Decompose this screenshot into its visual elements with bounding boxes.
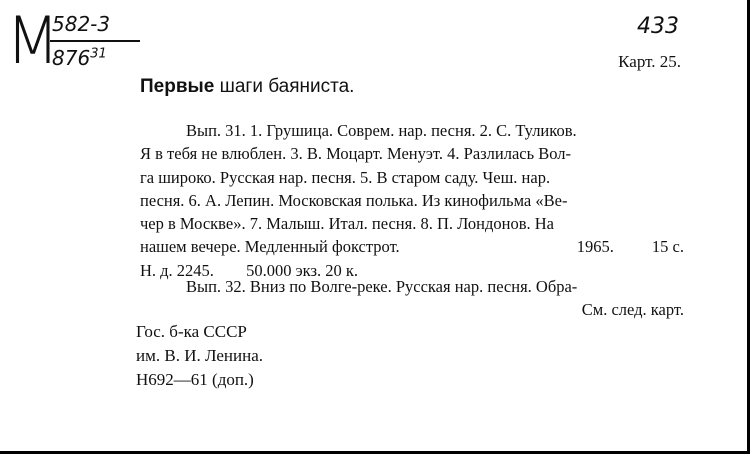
handwritten-code-bottom-value: 876 xyxy=(52,46,91,70)
entry1-line-5: чер в Москве». 7. Малыш. Итал. песня. 8. П. Лондонов. На xyxy=(140,214,554,234)
entry1-line-4: песня. 6. А. Лепин. Московская полька. Из кинофильма «Ве- xyxy=(140,190,568,210)
entry1-line-6 xyxy=(140,235,684,258)
entry1-line-1: Вып. 31. 1. Грушица. Соврем. нар. песня. 2. С. Туликов. xyxy=(186,121,577,140)
print-run-price: 50.000 экз. 20 к. xyxy=(246,260,358,280)
entry1-line-2: Я в тебя не влюблен. 3. В. Моцарт. Менуэт. 4. Разлилась Вол- xyxy=(140,144,572,164)
book-title-rest: шаги баяниста. xyxy=(214,76,355,97)
handwritten-code-superscript: 31 xyxy=(90,46,107,62)
entry2-line-1: Вып. 32. Вниз по Волге-реке. Русская нар. песня. Обра- xyxy=(186,277,578,296)
entry-issue-32 xyxy=(140,275,684,322)
handwritten-divider xyxy=(50,40,140,42)
publication-year: 1965. xyxy=(576,237,614,257)
handwritten-code-bottom xyxy=(52,46,107,70)
entry-issue-31 xyxy=(140,119,684,282)
handwritten-letter: М xyxy=(6,2,60,79)
book-title-bold: Первые xyxy=(140,76,215,97)
library-line-2: им. В. И. Ленина. xyxy=(136,346,264,365)
card-number: Карт. 25. xyxy=(618,52,681,71)
entry1-line-6-text: нашем вечере. Медленный фокстрот. xyxy=(140,237,400,257)
handwritten-code-top: 582-3 xyxy=(52,12,111,36)
library-line-1: Гос. б-ка СССР xyxy=(136,322,247,341)
see-next-card: См. след. карт. xyxy=(581,300,684,320)
page-count: 15 с. xyxy=(651,237,684,257)
book-title xyxy=(140,76,354,98)
library-imprint xyxy=(136,320,263,392)
entry1-line-3: га широко. Русская нар. песня. 5. В старом саду. Чеш. нар. xyxy=(140,167,551,187)
nd-number: Н. д. 2245. xyxy=(140,260,214,280)
handwritten-corner-mark: 433 xyxy=(637,14,679,39)
library-line-3: Н692—61 (доп.) xyxy=(136,370,254,389)
